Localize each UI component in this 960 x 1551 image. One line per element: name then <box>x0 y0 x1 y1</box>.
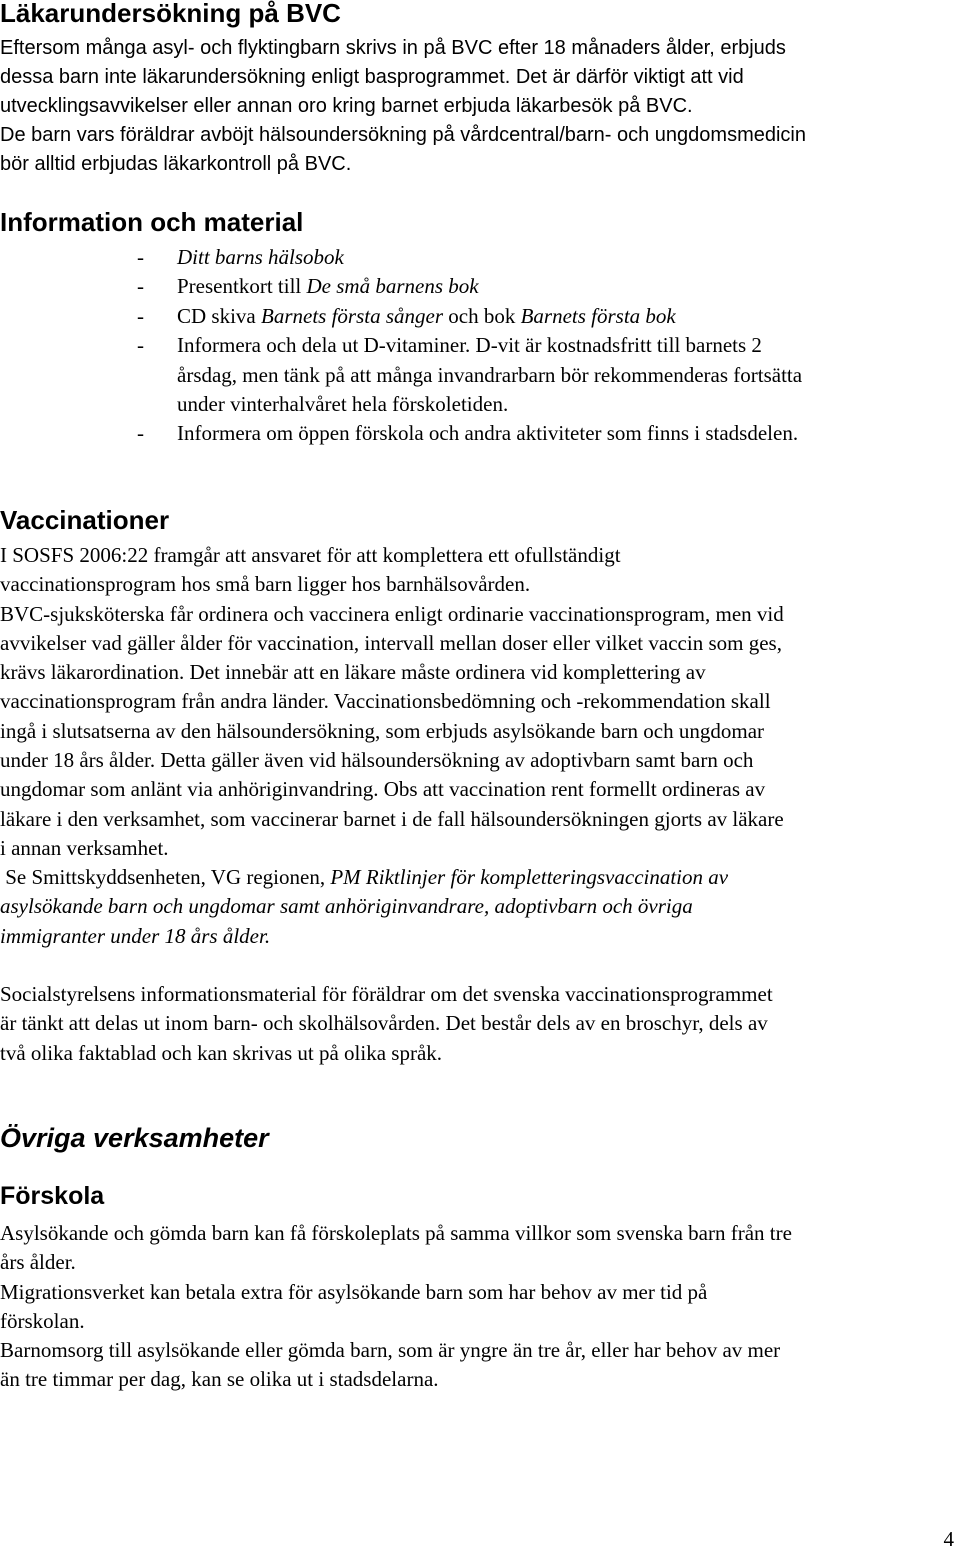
list-dash: - <box>137 245 144 269</box>
text-line: ingå i slutsatserna av den hälsoundersökning, som erbjuds asylsökande barn och ungdomar <box>0 718 765 743</box>
paragraph-socialstyrelsen <box>0 980 960 1068</box>
heading-ovriga-verksamheter: Övriga verksamheter <box>0 1123 269 1153</box>
text-line: vaccinationsprogram från andra länder. Vaccinationsbedömning och -rekommendation skall <box>0 689 771 714</box>
item-text: Informera om öppen förskola och andra aktiviteter som finns i stadsdelen. <box>177 421 799 446</box>
list-item <box>0 272 960 301</box>
list-item <box>0 243 960 272</box>
page-number: 4 <box>943 1527 954 1551</box>
list-dash: - <box>137 303 144 328</box>
text-line: i annan verksamhet. <box>0 835 169 860</box>
reference-title: immigranter under 18 års ålder. <box>0 923 271 948</box>
text-line: är tänkt att delas ut inom barn- och skolhälsovården. Det består dels av en broschyr, dels av <box>0 1011 768 1036</box>
book-title: De små barnens bok <box>306 274 479 299</box>
text-line: krävs läkarordination. Det innebär att en läkare måste ordinera vid komplettering av <box>0 660 706 685</box>
text-line: ungdomar som anlänt via anhöriginvandring. Obs att vaccination rent formellt ordineras av <box>0 777 766 802</box>
text-line: I SOSFS 2006:22 framgår att ansvaret för att komplettera ett ofullständigt <box>0 543 621 567</box>
list-item <box>0 419 960 448</box>
text-line: Asylsökande och gömda barn kan få förskoleplats på samma villkor som svenska barn från tre <box>0 1221 792 1245</box>
heading-vaccinationer: Vaccinationer <box>0 505 170 535</box>
reference-prefix: Se Smittskyddsenheten, VG regionen, <box>0 865 331 889</box>
text-line: förskolan. <box>0 1308 85 1333</box>
text-line: Barnomsorg till asylsökande eller gömda barn, som är yngre än tre år, eller har behov av mer <box>0 1338 781 1363</box>
list-dash: - <box>137 274 144 299</box>
cd-title: Barnets första sånger <box>261 303 444 328</box>
paragraph-reference <box>0 863 960 951</box>
heading-forskola: Förskola <box>0 1182 105 1210</box>
text-line: avvikelser vad gäller ålder för vaccination, intervall mellan doser eller vilket vaccin som ges, <box>0 630 782 655</box>
text-line: läkare i den verksamhet, som vaccinerar barnet i de fall hälsoundersökningen gjorts av läkare <box>0 806 784 831</box>
text-line: BVC-sjuksköterska får ordinera och vaccinera enligt ordinarie vaccinationsprogram, men vid <box>0 601 784 626</box>
text-line: Informera och dela ut D-vitaminer. D-vit är kostnadsfritt till barnets 2 <box>177 333 762 358</box>
item-text: Presentkort till <box>177 274 307 299</box>
text-line: Socialstyrelsens informationsmaterial för föräldrar om det svenska vaccinationsprogrammet <box>0 982 773 1006</box>
reference-title: PM Riktlinjer för kompletteringsvaccination av <box>330 865 729 889</box>
text-line: två olika faktablad och kan skrivas ut på olika språk. <box>0 1040 443 1065</box>
text-line: utvecklingsavvikelser eller annan oro kring barnet erbjuda läkarbesök på BVC. <box>0 95 693 117</box>
paragraph-forskola <box>0 1219 960 1395</box>
text-line: bör alltid erbjudas läkarkontroll på BVC. <box>0 153 352 175</box>
list-item <box>0 302 960 331</box>
text-line: vaccinationsprogram hos små barn ligger hos barnhälsovården. <box>0 572 531 597</box>
text-line: under 18 års ålder. Detta gäller även vid hälsoundersökning av adoptivbarn samt barn och <box>0 748 754 773</box>
information-list <box>0 243 960 449</box>
text-line <box>0 863 960 892</box>
text-line: årsdag, men tänk på att många invandrarbarn bör rekommenderas fortsätta <box>177 362 803 387</box>
reference-title: asylsökande barn och ungdomar samt anhöriginvandrare, adoptivbarn och övriga <box>0 894 693 919</box>
text-line: Eftersom många asyl- och flyktingbarn skrivs in på BVC efter 18 månaders ålder, erbjuds <box>0 37 786 59</box>
text-line: än tre timmar per dag, kan se olika ut i stadsdelarna. <box>0 1367 439 1392</box>
text-line: dessa barn inte läkarundersökning enligt basprogrammet. Det är därför viktigt att vid <box>0 66 744 88</box>
book-title: Barnets första bok <box>520 303 676 328</box>
list-dash: - <box>137 333 144 358</box>
heading-information: Information och material <box>0 207 304 237</box>
list-item <box>0 331 960 419</box>
heading-lakarundersokning: Läkarundersökning på BVC <box>0 0 341 28</box>
text-line: De barn vars föräldrar avböjt hälsoundersökning på vårdcentral/barn- och ungdomsmedicin <box>0 124 806 146</box>
paragraph-lakarundersokning-intro <box>0 34 960 121</box>
paragraph-vaccinationer <box>0 541 960 863</box>
text-line: under vinterhalvåret hela förskoletiden. <box>177 392 509 417</box>
text-line: års ålder. <box>0 1250 76 1275</box>
list-dash: - <box>137 421 144 446</box>
paragraph-lakarundersokning-avbojt <box>0 121 960 179</box>
book-title: Ditt barns hälsobok <box>177 245 344 269</box>
item-text: CD skiva <box>177 303 261 328</box>
item-text: och bok <box>443 303 521 328</box>
text-line: Migrationsverket kan betala extra för asylsökande barn som har behov av mer tid på <box>0 1279 708 1304</box>
